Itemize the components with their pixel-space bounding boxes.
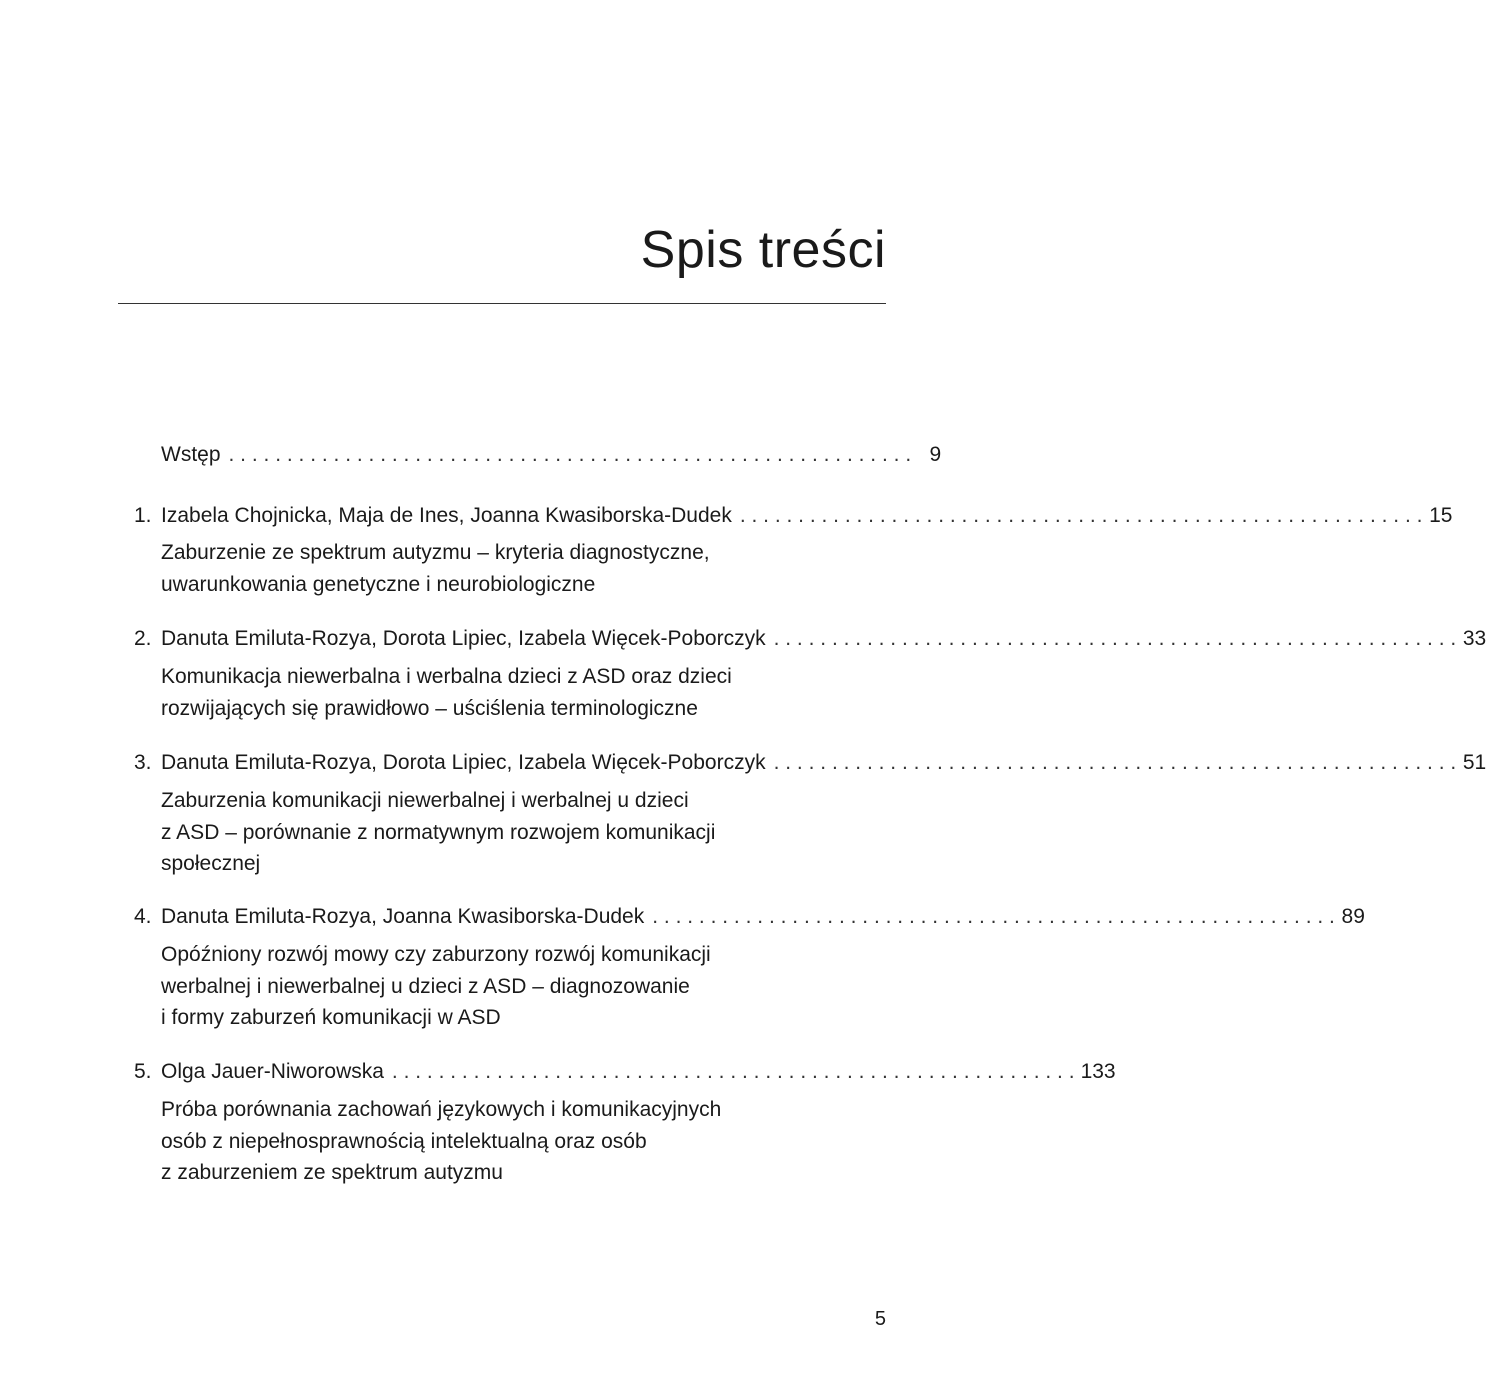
toc-entry-page: 9: [929, 443, 942, 466]
toc-entry-page: 15: [1429, 504, 1453, 527]
toc-entry-title: [161, 537, 761, 600]
page-title: Spis treści: [640, 221, 886, 279]
dot-leader: . . . . . . . . . . . . . . . . . . . . . . . . . . . . . . . . . . . . . . . . . . . . . . . . . . . . . . . . . . .: [773, 627, 1457, 650]
toc-entry-authors: Izabela Chojnicka, Maja de Ines, Joanna Kwasiborska-Dudek: [161, 504, 732, 527]
toc-entry-page: 51: [1462, 751, 1486, 774]
toc-entry-page: 89: [1341, 905, 1365, 928]
dot-leader: . . . . . . . . . . . . . . . . . . . . . . . . . . . . . . . . . . . . . . . . . . . . . . . . . . . . . . . . . . .: [739, 504, 1423, 527]
page-number: 5: [874, 1308, 886, 1330]
toc-entry-number: 4.: [134, 905, 152, 928]
toc-entry-authors: Olga Jauer-Niworowska: [161, 1060, 384, 1083]
toc-entry-intro[interactable]: [118, 440, 942, 470]
toc-entry[interactable]: [118, 748, 1486, 778]
toc-entry[interactable]: [118, 902, 1365, 932]
toc-entry-title: [161, 1094, 761, 1189]
toc-entry-title-line: z zaburzeniem ze spektrum autyzmu: [161, 1161, 503, 1184]
toc-entry-title-line: uwarunkowania genetyczne i neurobiologiczne: [161, 572, 596, 596]
toc-entry[interactable]: [118, 501, 1453, 531]
toc-entry-number: 3.: [134, 751, 152, 774]
toc-entry-title-line: z ASD – porównanie z normatywnym rozwojem komunikacji: [161, 820, 716, 844]
toc-entry-authors: Danuta Emiluta-Rozya, Dorota Lipiec, Izabela Więcek-Poborczyk: [161, 627, 766, 650]
toc-entry-page: 33: [1462, 627, 1486, 650]
toc-entry-title-line: osób z niepełnosprawnością intelektualną oraz osób: [161, 1129, 647, 1153]
dot-leader: . . . . . . . . . . . . . . . . . . . . . . . . . . . . . . . . . . . . . . . . . . . . . . . . . . . . . . . . . . .: [773, 751, 1457, 774]
dot-leader: . . . . . . . . . . . . . . . . . . . . . . . . . . . . . . . . . . . . . . . . . . . . . . . . . . . . . . . . . . .: [228, 443, 912, 466]
toc-entry-title-line: rozwijających się prawidłowo – uściślenia terminologiczne: [161, 696, 698, 720]
toc-entry-title: [161, 661, 761, 724]
toc-entry[interactable]: [118, 1057, 1116, 1087]
toc-entry-title-line: Zaburzenie ze spektrum autyzmu – kryteria diagnostyczne,: [161, 541, 710, 564]
dot-leader: . . . . . . . . . . . . . . . . . . . . . . . . . . . . . . . . . . . . . . . . . . . . . . . . . . . . . . . . . . .: [652, 905, 1335, 928]
toc-entry-number: 5.: [134, 1060, 152, 1083]
toc-entry-title-line: społecznej: [161, 852, 261, 875]
toc-entry-title-line: Komunikacja niewerbalna i werbalna dzieci z ASD oraz dzieci: [161, 665, 732, 688]
toc-entry-title-line: Próba porównania zachowań językowych i komunikacyjnych: [161, 1098, 722, 1121]
toc-entry-number: 2.: [134, 627, 152, 650]
toc-entry-title: [161, 785, 761, 880]
dot-leader: . . . . . . . . . . . . . . . . . . . . . . . . . . . . . . . . . . . . . . . . . . . . . . . . . . . . . . . . . . .: [391, 1060, 1075, 1083]
toc-entry-page: 133: [1080, 1060, 1116, 1083]
toc-entry-authors: Danuta Emiluta-Rozya, Joanna Kwasiborska-Dudek: [161, 905, 645, 928]
title-rule: [118, 303, 886, 304]
toc-entry-title: [161, 939, 761, 1034]
toc-entry-title-line: werbalnej i niewerbalnej u dzieci z ASD – diagnozowanie: [161, 974, 690, 998]
toc-entry-title-line: Zaburzenia komunikacji niewerbalnej i werbalnej u dzieci: [161, 789, 689, 812]
toc-entry-title-line: Opóźniony rozwój mowy czy zaburzony rozwój komunikacji: [161, 943, 711, 966]
toc-entry-label: Wstęp: [161, 443, 221, 466]
toc-entry-title-line: i formy zaburzeń komunikacji w ASD: [161, 1006, 501, 1029]
toc-entry-number: 1.: [134, 504, 152, 527]
toc-entry[interactable]: [118, 624, 1486, 654]
toc-entry-authors: Danuta Emiluta-Rozya, Dorota Lipiec, Izabela Więcek-Poborczyk: [161, 751, 766, 774]
